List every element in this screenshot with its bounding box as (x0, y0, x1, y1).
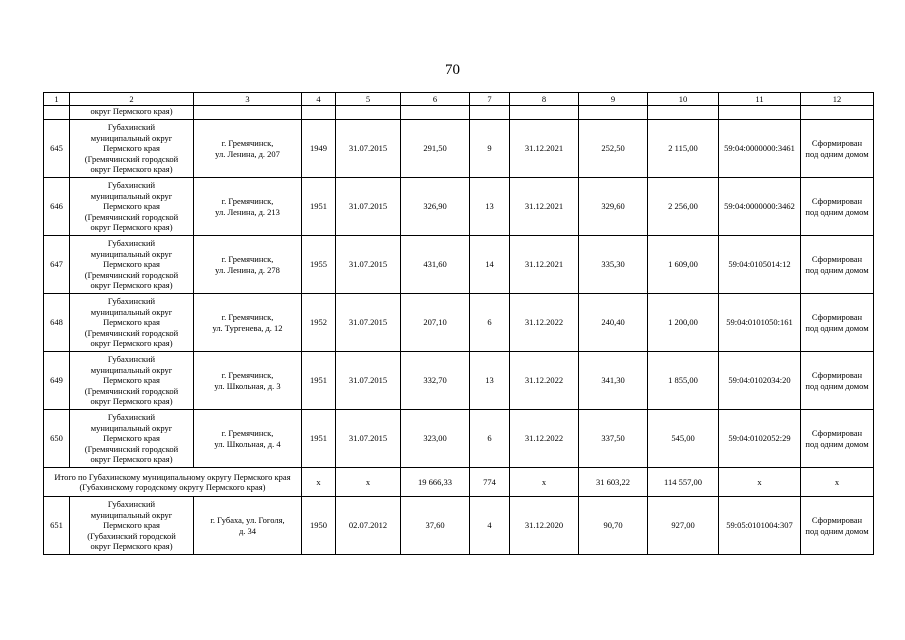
residents-cell: 13 (470, 178, 510, 236)
total-residents: 774 (470, 468, 510, 497)
deadline-cell: 31.12.2021 (510, 236, 579, 294)
table-row (44, 236, 874, 294)
page-number: 70 (445, 62, 460, 78)
table-cell (336, 106, 401, 120)
resettle-area-cell: 90,70 (579, 497, 648, 555)
residents-cell: 6 (470, 294, 510, 352)
area-cell: 431,60 (401, 236, 470, 294)
total-date: x (336, 468, 401, 497)
row-number: 646 (44, 178, 70, 236)
cadastral-number-cell: 59:04:0101050:161 (719, 294, 801, 352)
status-cell: Сформирован под одним домом (801, 294, 874, 352)
date-cell: 31.07.2015 (336, 236, 401, 294)
residents-cell: 14 (470, 236, 510, 294)
municipality-cell: Губахинский муниципальный округ Пермского края (Гремячинский городской округ Пермского края) (70, 410, 194, 468)
address-cell: г. Гремячинск, ул. Школьная, д. 3 (194, 352, 302, 410)
area-cell: 291,50 (401, 120, 470, 178)
table-row (44, 410, 874, 468)
cadastral-number-cell: 59:04:0102034:20 (719, 352, 801, 410)
column-number: 11 (719, 93, 801, 106)
status-cell: Сформирован под одним домом (801, 178, 874, 236)
deadline-cell: 31.12.2021 (510, 120, 579, 178)
resettle-area-cell: 240,40 (579, 294, 648, 352)
area-cell: 323,00 (401, 410, 470, 468)
year-cell: 1949 (302, 120, 336, 178)
year-cell: 1955 (302, 236, 336, 294)
column-number: 6 (401, 93, 470, 106)
status-cell: Сформирован под одним домом (801, 352, 874, 410)
table-cell (579, 106, 648, 120)
residents-cell: 9 (470, 120, 510, 178)
address-cell: г. Гремячинск, ул. Школьная, д. 4 (194, 410, 302, 468)
status-cell: Сформирован под одним домом (801, 120, 874, 178)
date-cell: 31.07.2015 (336, 352, 401, 410)
resettle-area-cell: 329,60 (579, 178, 648, 236)
column-number: 7 (470, 93, 510, 106)
cadastral-number-cell: 59:04:0000000:3461 (719, 120, 801, 178)
column-number: 4 (302, 93, 336, 106)
deadline-cell: 31.12.2022 (510, 410, 579, 468)
cost-cell: 1 609,00 (648, 236, 719, 294)
date-cell: 31.07.2015 (336, 178, 401, 236)
row-number: 647 (44, 236, 70, 294)
deadline-cell: 31.12.2020 (510, 497, 579, 555)
cost-cell: 2 115,00 (648, 120, 719, 178)
residents-cell: 6 (470, 410, 510, 468)
deadline-cell: 31.12.2022 (510, 352, 579, 410)
column-number: 8 (510, 93, 579, 106)
row-number: 651 (44, 497, 70, 555)
address-cell: г. Губаха, ул. Гоголя, д. 34 (194, 497, 302, 555)
column-number: 2 (70, 93, 194, 106)
year-cell: 1951 (302, 410, 336, 468)
date-cell: 31.07.2015 (336, 410, 401, 468)
cadastral-number-cell: 59:04:0000000:3462 (719, 178, 801, 236)
year-cell: 1952 (302, 294, 336, 352)
total-year: x (302, 468, 336, 497)
row-number: 650 (44, 410, 70, 468)
total-deadline: x (510, 468, 579, 497)
deadline-cell: 31.12.2021 (510, 178, 579, 236)
year-cell: 1951 (302, 352, 336, 410)
year-cell: 1951 (302, 178, 336, 236)
status-cell: Сформирован под одним домом (801, 497, 874, 555)
continuation-text: округ Пермского края) (70, 106, 194, 120)
resettle-area-cell: 341,30 (579, 352, 648, 410)
row-number: 648 (44, 294, 70, 352)
status-cell: Сформирован под одним домом (801, 236, 874, 294)
residents-cell: 4 (470, 497, 510, 555)
cost-cell: 545,00 (648, 410, 719, 468)
residents-cell: 13 (470, 352, 510, 410)
table-row (44, 178, 874, 236)
municipality-cell: Губахинский муниципальный округ Пермского края (Гремячинский городской округ Пермского края) (70, 236, 194, 294)
column-number: 1 (44, 93, 70, 106)
address-cell: г. Гремячинск, ул. Тургенева, д. 12 (194, 294, 302, 352)
cost-cell: 1 855,00 (648, 352, 719, 410)
row-number: 645 (44, 120, 70, 178)
cadastral-number-cell: 59:05:0101004:307 (719, 497, 801, 555)
continuation-row (44, 106, 874, 120)
municipality-cell: Губахинский муниципальный округ Пермского края (Гремячинский городской округ Пермского края) (70, 352, 194, 410)
table-cell (401, 106, 470, 120)
year-cell: 1950 (302, 497, 336, 555)
table-cell (470, 106, 510, 120)
total-label: Итого по Губахинскому муниципальному округу Пермского края (Губахинскому городскому округу Пермского края) (44, 468, 302, 497)
cost-cell: 1 200,00 (648, 294, 719, 352)
area-cell: 332,70 (401, 352, 470, 410)
municipality-cell: Губахинский муниципальный округ Пермского края (Гремячинский городской округ Пермского края) (70, 120, 194, 178)
table-row (44, 120, 874, 178)
date-cell: 31.07.2015 (336, 120, 401, 178)
column-number-row (44, 93, 874, 106)
column-number: 5 (336, 93, 401, 106)
total-cadastral: x (719, 468, 801, 497)
address-cell: г. Гремячинск, ул. Ленина, д. 213 (194, 178, 302, 236)
date-cell: 02.07.2012 (336, 497, 401, 555)
resettle-area-cell: 335,30 (579, 236, 648, 294)
table-cell (719, 106, 801, 120)
total-area: 19 666,33 (401, 468, 470, 497)
table-row (44, 352, 874, 410)
address-cell: г. Гремячинск, ул. Ленина, д. 207 (194, 120, 302, 178)
table-cell (194, 106, 302, 120)
column-number: 10 (648, 93, 719, 106)
housing-registry-table (43, 92, 874, 555)
deadline-cell: 31.12.2022 (510, 294, 579, 352)
table-cell (510, 106, 579, 120)
cadastral-number-cell: 59:04:0102052:29 (719, 410, 801, 468)
cadastral-number-cell: 59:04:0105014:12 (719, 236, 801, 294)
municipality-cell: Губахинский муниципальный округ Пермского края (Гремячинский городской округ Пермского края) (70, 178, 194, 236)
date-cell: 31.07.2015 (336, 294, 401, 352)
table-cell (302, 106, 336, 120)
area-cell: 207,10 (401, 294, 470, 352)
column-number: 9 (579, 93, 648, 106)
total-cost: 114 557,00 (648, 468, 719, 497)
row-number: 649 (44, 352, 70, 410)
total-row (44, 468, 874, 497)
table-row (44, 497, 874, 555)
area-cell: 37,60 (401, 497, 470, 555)
cost-cell: 2 256,00 (648, 178, 719, 236)
column-number: 3 (194, 93, 302, 106)
table-cell (44, 106, 70, 120)
table-row (44, 294, 874, 352)
total-resettle-area: 31 603,22 (579, 468, 648, 497)
cost-cell: 927,00 (648, 497, 719, 555)
table-cell (648, 106, 719, 120)
column-number: 12 (801, 93, 874, 106)
municipality-cell: Губахинский муниципальный округ Пермского края (Губахинский городской округ Пермского края) (70, 497, 194, 555)
municipality-cell: Губахинский муниципальный округ Пермского края (Гремячинский городской округ Пермского края) (70, 294, 194, 352)
status-cell: Сформирован под одним домом (801, 410, 874, 468)
resettle-area-cell: 337,50 (579, 410, 648, 468)
area-cell: 326,90 (401, 178, 470, 236)
resettle-area-cell: 252,50 (579, 120, 648, 178)
table-cell (801, 106, 874, 120)
total-status: x (801, 468, 874, 497)
address-cell: г. Гремячинск, ул. Ленина, д. 278 (194, 236, 302, 294)
